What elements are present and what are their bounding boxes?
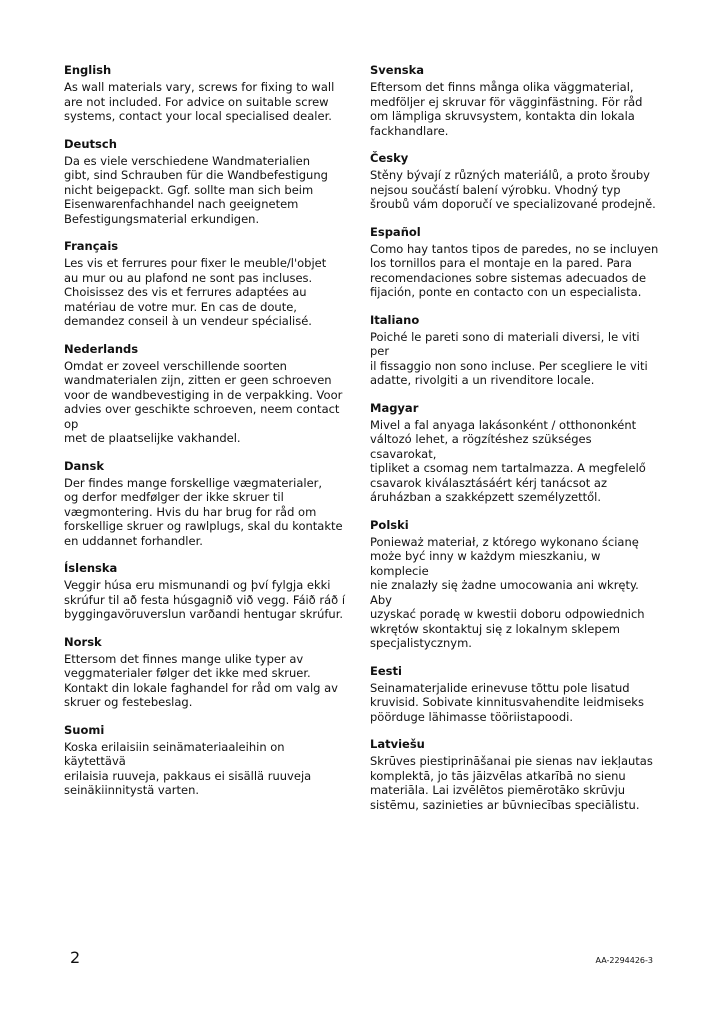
section-suomi: [64, 722, 350, 798]
language-heading: Česky: [370, 151, 409, 165]
language-heading: Eesti: [370, 663, 402, 678]
language-paragraph: Da es viele verschiedene Wandmaterialien gibt, sind Schrauben für die Wandbefestigung nicht beigepackt. Ggf. sollte man sich beim Eisenwarenfachhandel nach geeignetem Befestigungsmaterial erkundigen.: [64, 153, 328, 226]
language-heading: Italiano: [370, 312, 420, 327]
language-heading: Latviešu: [370, 737, 425, 751]
language-heading: Français: [64, 239, 119, 253]
language-heading: Norsk: [64, 634, 102, 649]
language-paragraph: Skrūves piestiprināšanai pie sienas nav iekļautas komplektā, jo tās jāizvēlas atkarībā no sienu materiāla. Lai izvēlētos piemērotāko skrūvju sistēmu, sazinieties ar būvniecības speciālistu.: [370, 754, 653, 812]
section-dansk: [64, 458, 350, 549]
language-heading: Nederlands: [64, 341, 139, 356]
right-column: [370, 62, 660, 824]
language-heading: Dansk: [64, 458, 104, 473]
language-heading: Suomi: [64, 722, 105, 737]
language-heading: Svenska: [370, 63, 425, 77]
language-paragraph: Stěny bývají z různých materiálů, a proto šrouby nejsou součástí balení výrobku. Vhodný typ šroubů vám doporučí ve specializované prodejně.: [370, 168, 656, 211]
section-eesti: [370, 663, 660, 725]
language-paragraph: Veggir húsa eru mismunandi og því fylgja ekki skrúfur til að festa húsgagnið við vegg. Fáið ráð í byggingavöruverslun varðandi hentugar skrúfur.: [64, 578, 346, 621]
document-id: AA-2294426-3: [595, 956, 653, 965]
section-magyar: [370, 400, 660, 505]
section-svenska: [370, 62, 660, 138]
language-paragraph: Eftersom det finns många olika väggmaterial, medföljer ej skruvar för vägginfästning. För råd om lämpliga skruvsystem, kontakta din lokala fackhandlare.: [370, 80, 643, 138]
left-column: [64, 62, 350, 810]
language-heading: Polski: [370, 517, 409, 532]
section-deutsch: [64, 136, 350, 227]
language-paragraph: Omdat er zoveel verschillende soorten wandmaterialen zijn, zitten er geen schroeven voor de wandbevestiging in de verpakking. Voor advies over geschikte schroeven, neem contact op met de plaatselijke vakhandel.: [64, 358, 343, 445]
language-paragraph: Ponieważ materiał, z którego wykonano ścianę może być inny w każdym mieszkaniu, w komplecie nie znalazły się żadne umocowania ani wkręty. Aby uzyskać poradę w kwestii doboru odpowiednich wkrętów skontaktuj się z lokalnym sklepem specjalistycznym.: [370, 534, 645, 650]
language-heading: Deutsch: [64, 136, 117, 151]
section-latviesu: [370, 736, 660, 812]
language-paragraph: Seinamaterjalide erinevuse tõttu pole lisatud kruvisid. Sobivate kinnitusvahendite leidmiseks pöörduge lähimasse tööriistapoodi.: [370, 680, 644, 724]
language-paragraph: As wall materials vary, screws for fixing to wall are not included. For advice on suitable screw systems, contact your local specialised dealer.: [64, 80, 335, 123]
section-espanol: [370, 224, 660, 300]
section-nederlands: [64, 341, 350, 446]
language-paragraph: Der findes mange forskellige vægmaterialer, og derfor medfølger der ikke skruer til vægmontering. Hvis du har brug for råd om forskellige skruer og rawlplugs, skal du kontakte en uddannet forhandler.: [64, 475, 343, 548]
language-paragraph: Ettersom det finnes mange ulike typer av veggmaterialer følger det ikke med skruer. Kontakt din lokale faghandel for råd om valg av skruer og festebeslag.: [64, 651, 338, 709]
language-heading: English: [64, 63, 112, 77]
section-islenska: [64, 560, 350, 622]
language-heading: Español: [370, 224, 421, 239]
language-paragraph: Mivel a fal anyaga lakásonként / otthononként változó lehet, a rögzítéshez szükséges csavarokat, tipliket a csomag nem tartalmazza. A megfelelő csavarok kiválasztásáért kérj tanácsot az áruházban a szakképzett személyzettől.: [370, 417, 646, 504]
language-paragraph: Les vis et ferrures pour fixer le meuble/l'objet au mur ou au plafond ne sont pas incluses. Choisissez des vis et ferrures adaptées au matériau de votre mur. En cas de doute, demandez conseil à un vendeur spécialisé.: [64, 256, 327, 328]
language-paragraph: Koska erilaisiin seinämateriaaleihin on käytettävä erilaisia ruuveja, pakkaus ei sisällä ruuveja seinäkiinnitystä varten.: [64, 739, 312, 797]
section-polski: [370, 517, 660, 651]
section-francais: [64, 238, 350, 329]
section-cesky: [370, 150, 660, 212]
language-paragraph: Como hay tantos tipos de paredes, no se incluyen los tornillos para el montaje en la pared. Para recomendaciones sobre sistemas adecuados de fijación, ponte en contacto con un especialista.: [370, 241, 659, 299]
section-english: [64, 62, 350, 124]
section-italiano: [370, 312, 660, 388]
language-heading: Íslenska: [64, 561, 118, 575]
section-norsk: [64, 634, 350, 710]
page-number: 2: [70, 948, 81, 967]
language-heading: Magyar: [370, 400, 419, 415]
language-paragraph: Poiché le pareti sono di materiali diversi, le viti per il fissaggio non sono incluse. Per scegliere le viti adatte, rivolgiti a un rivenditore locale.: [370, 329, 648, 387]
